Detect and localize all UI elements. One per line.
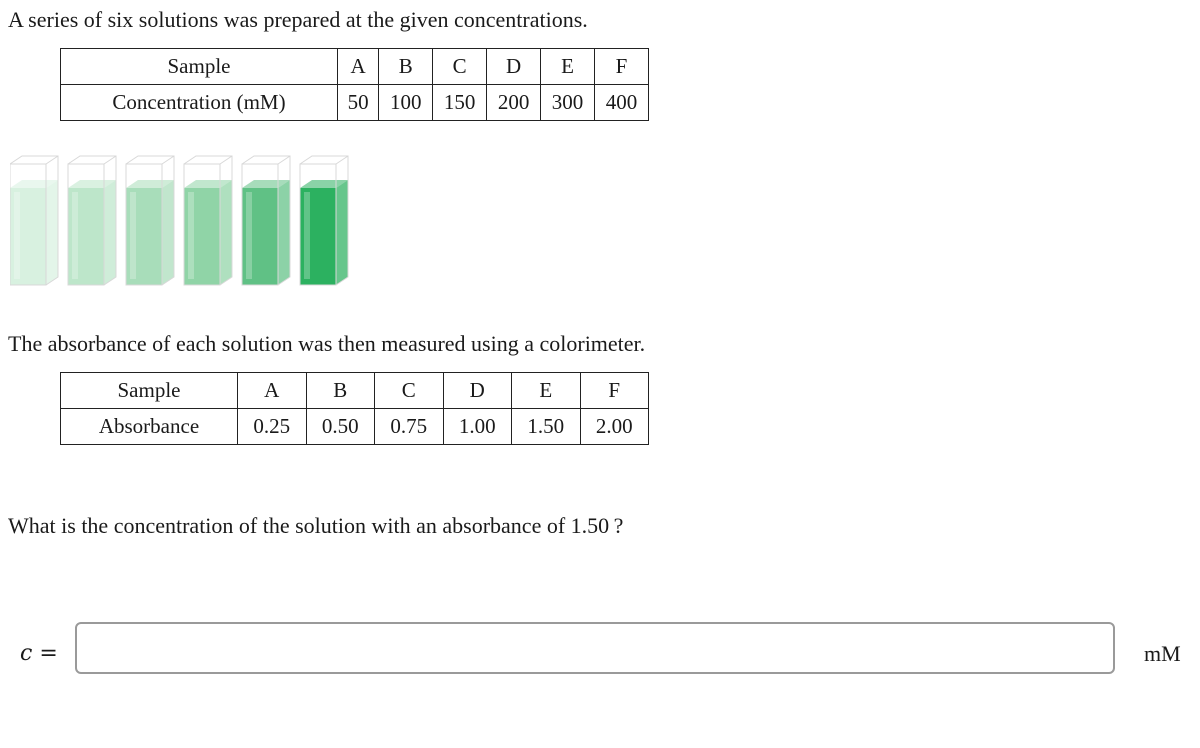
- concentration-a: 50: [338, 85, 379, 121]
- cuvette-e: [242, 156, 290, 285]
- equals-sign: =: [32, 641, 58, 666]
- unit-label: mM: [1144, 641, 1181, 666]
- question-text: What is the concentration of the solution with an absorbance of 1.50 ?: [8, 513, 624, 538]
- sample-d-header: D: [487, 49, 541, 85]
- row-header: Sample: [61, 373, 238, 409]
- absorbance-a: 0.25: [238, 409, 307, 445]
- absorbance-f: 2.00: [580, 409, 649, 445]
- concentration-b: 100: [379, 85, 433, 121]
- row-header: Sample: [61, 49, 338, 85]
- cuvette-f: [300, 156, 348, 285]
- sample-f-header: F: [580, 373, 649, 409]
- intro-text: A series of six solutions was prepared at the given concentrations.: [8, 7, 588, 32]
- row-header: Absorbance: [61, 409, 238, 445]
- absorbance-b: 0.50: [306, 409, 375, 445]
- absorbance-table: [60, 372, 649, 445]
- concentration-answer-input[interactable]: [75, 622, 1115, 674]
- sample-b-header: B: [379, 49, 433, 85]
- sample-d-header: D: [443, 373, 512, 409]
- absorbance-c: 0.75: [375, 409, 444, 445]
- absorbance-e: 1.50: [512, 409, 581, 445]
- sample-a-header: A: [238, 373, 307, 409]
- table-row: [61, 85, 649, 121]
- row-header: Concentration (mM): [61, 85, 338, 121]
- sample-e-header: E: [512, 373, 581, 409]
- concentration-d: 200: [487, 85, 541, 121]
- concentration-f: 400: [595, 85, 649, 121]
- table-row: [61, 49, 649, 85]
- sample-a-header: A: [338, 49, 379, 85]
- cuvette-d: [184, 156, 232, 285]
- sample-e-header: E: [541, 49, 595, 85]
- cuvette-c: [126, 156, 174, 285]
- cuvette-b: [68, 156, 116, 285]
- concentration-table: [60, 48, 649, 121]
- table-row: [61, 373, 649, 409]
- table-row: [61, 409, 649, 445]
- sample-c-header: C: [375, 373, 444, 409]
- sample-f-header: F: [595, 49, 649, 85]
- concentration-e: 300: [541, 85, 595, 121]
- answer-variable-label: [20, 640, 58, 668]
- cuvettes-illustration: [10, 150, 370, 300]
- absorbance-d: 1.00: [443, 409, 512, 445]
- concentration-c: 150: [433, 85, 487, 121]
- sample-b-header: B: [306, 373, 375, 409]
- absorbance-intro-text: The absorbance of each solution was then measured using a colorimeter.: [8, 331, 646, 356]
- sample-c-header: C: [433, 49, 487, 85]
- variable-symbol: c: [20, 641, 33, 666]
- cuvette-a: [10, 156, 58, 285]
